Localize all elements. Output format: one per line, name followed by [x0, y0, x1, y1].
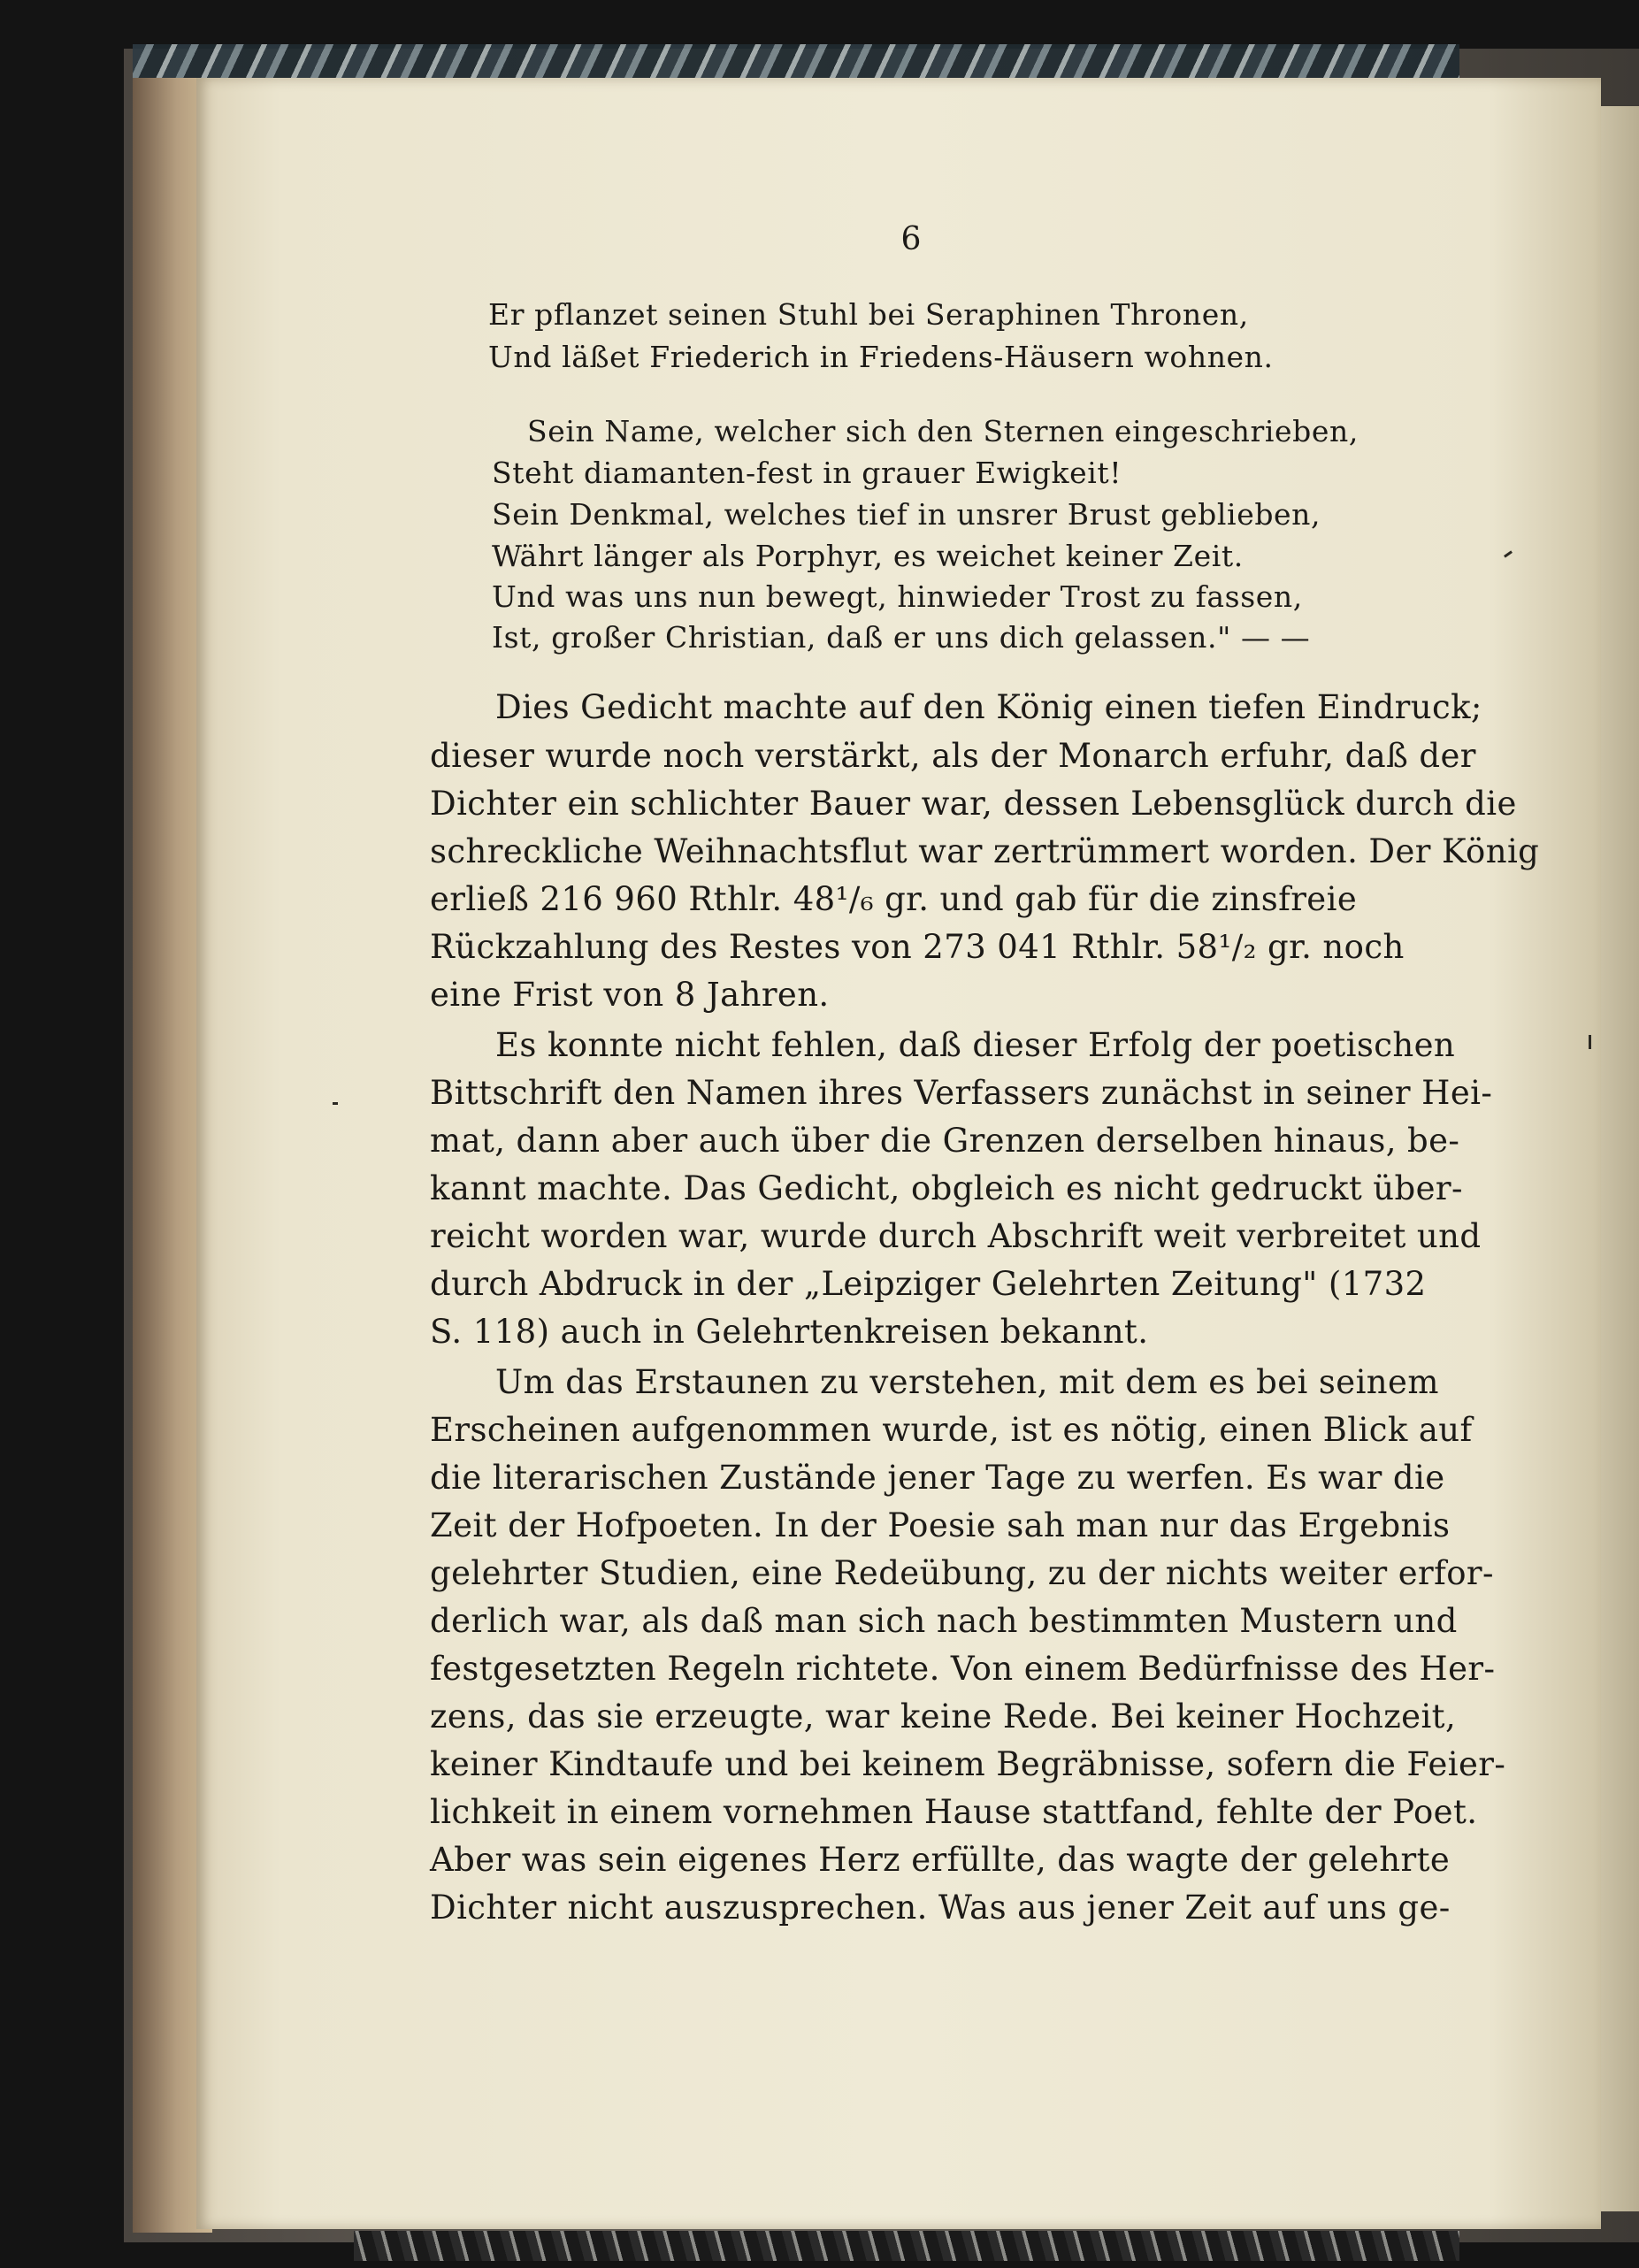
marbled-edge-top — [133, 44, 1459, 78]
poem-line: Und läßet Friederich in Friedens-Häusern wohnen. — [488, 340, 1274, 374]
margin-speck — [333, 1102, 338, 1105]
prose-line: lichkeit in einem vornehmen Hause stattfand, fehlte der Poet. — [430, 1793, 1478, 1831]
prose-line: kannt machte. Das Gedicht, obgleich es nicht gedruckt über- — [430, 1169, 1463, 1207]
prose-line: Zeit der Hofpoeten. In der Poesie sah man nur das Ergebnis — [430, 1506, 1451, 1544]
prose-line: reicht worden war, wurde durch Abschrift weit verbreitet und — [430, 1217, 1482, 1255]
prose-line: dieser wurde noch verstärkt, als der Monarch erfuhr, daß der — [430, 737, 1476, 775]
poem-line: Und was uns nun bewegt, hinwieder Trost zu fassen, — [492, 579, 1303, 614]
poem-line: Steht diamanten-fest in grauer Ewigkeit! — [492, 456, 1122, 490]
poem-line: Sein Name, welcher sich den Sternen eingeschrieben, — [527, 414, 1359, 448]
prose-line: die literarischen Zustände jener Tage zu werfen. Es war die — [430, 1459, 1445, 1497]
prose-line: keiner Kindtaufe und bei keinem Begräbnisse, sofern die Feier- — [430, 1745, 1506, 1783]
prose-line: mat, dann aber auch über die Grenzen derselben hinaus, be- — [430, 1122, 1460, 1160]
margin-speck — [1589, 1035, 1591, 1049]
prose-line: derlich war, als daß man sich nach bestimmten Mustern und — [430, 1602, 1458, 1640]
poem-line: Er pflanzet seinen Stuhl bei Seraphinen Thronen, — [488, 297, 1249, 332]
prose-line: Aber was sein eigenes Herz erfüllte, das wagte der gelehrte — [430, 1841, 1451, 1879]
prose-line: Es konnte nicht fehlen, daß dieser Erfolg der poetischen — [495, 1026, 1456, 1064]
prose-line: Dichter nicht auszusprechen. Was aus jener Zeit auf uns ge- — [430, 1889, 1451, 1927]
prose-line: festgesetzten Regeln richtete. Von einem Bedürfnisse des Her- — [430, 1650, 1496, 1688]
prose-line: schreckliche Weihnachtsflut war zertrümmert worden. Der König — [430, 832, 1540, 870]
prose-line: Dichter ein schlichter Bauer war, dessen Lebensglück durch die — [430, 785, 1517, 823]
page-number: 6 — [900, 221, 922, 257]
marbled-edge-bottom — [354, 2231, 1459, 2261]
poem-line: Ist, großer Christian, daß er uns dich gelassen." — — — [492, 620, 1311, 655]
prose-line: eine Frist von 8 Jahren. — [430, 976, 830, 1014]
prose-line: erließ 216 960 Rthlr. 48¹/₆ gr. und gab für die zinsfreie — [430, 880, 1358, 918]
prose-line: Dies Gedicht machte auf den König einen tiefen Eindruck; — [495, 688, 1482, 726]
poem-line: Währt länger als Porphyr, es weichet keiner Zeit. — [492, 539, 1244, 573]
prose-line: Erscheinen aufgenommen wurde, ist es nötig, einen Blick auf — [430, 1411, 1473, 1449]
prose-line: durch Abdruck in der „Leipziger Gelehrten Zeitung" (1732 — [430, 1265, 1427, 1303]
prose-line: Um das Erstaunen zu verstehen, mit dem es bei seinem — [495, 1363, 1439, 1401]
prose-line: Bittschrift den Namen ihres Verfassers zunächst in seiner Hei- — [430, 1074, 1493, 1112]
poem-line: Sein Denkmal, welches tief in unsrer Brust geblieben, — [492, 497, 1321, 532]
prose-line: Rückzahlung des Restes von 273 041 Rthlr. 58¹/₂ gr. noch — [430, 928, 1405, 966]
prose-line: gelehrter Studien, eine Redeübung, zu der nichts weiter erfor- — [430, 1554, 1494, 1592]
prose-line: zens, das sie erzeugte, war keine Rede. Bei keiner Hochzeit, — [430, 1697, 1457, 1735]
prose-line: S. 118) auch in Gelehrtenkreisen bekannt. — [430, 1313, 1149, 1351]
